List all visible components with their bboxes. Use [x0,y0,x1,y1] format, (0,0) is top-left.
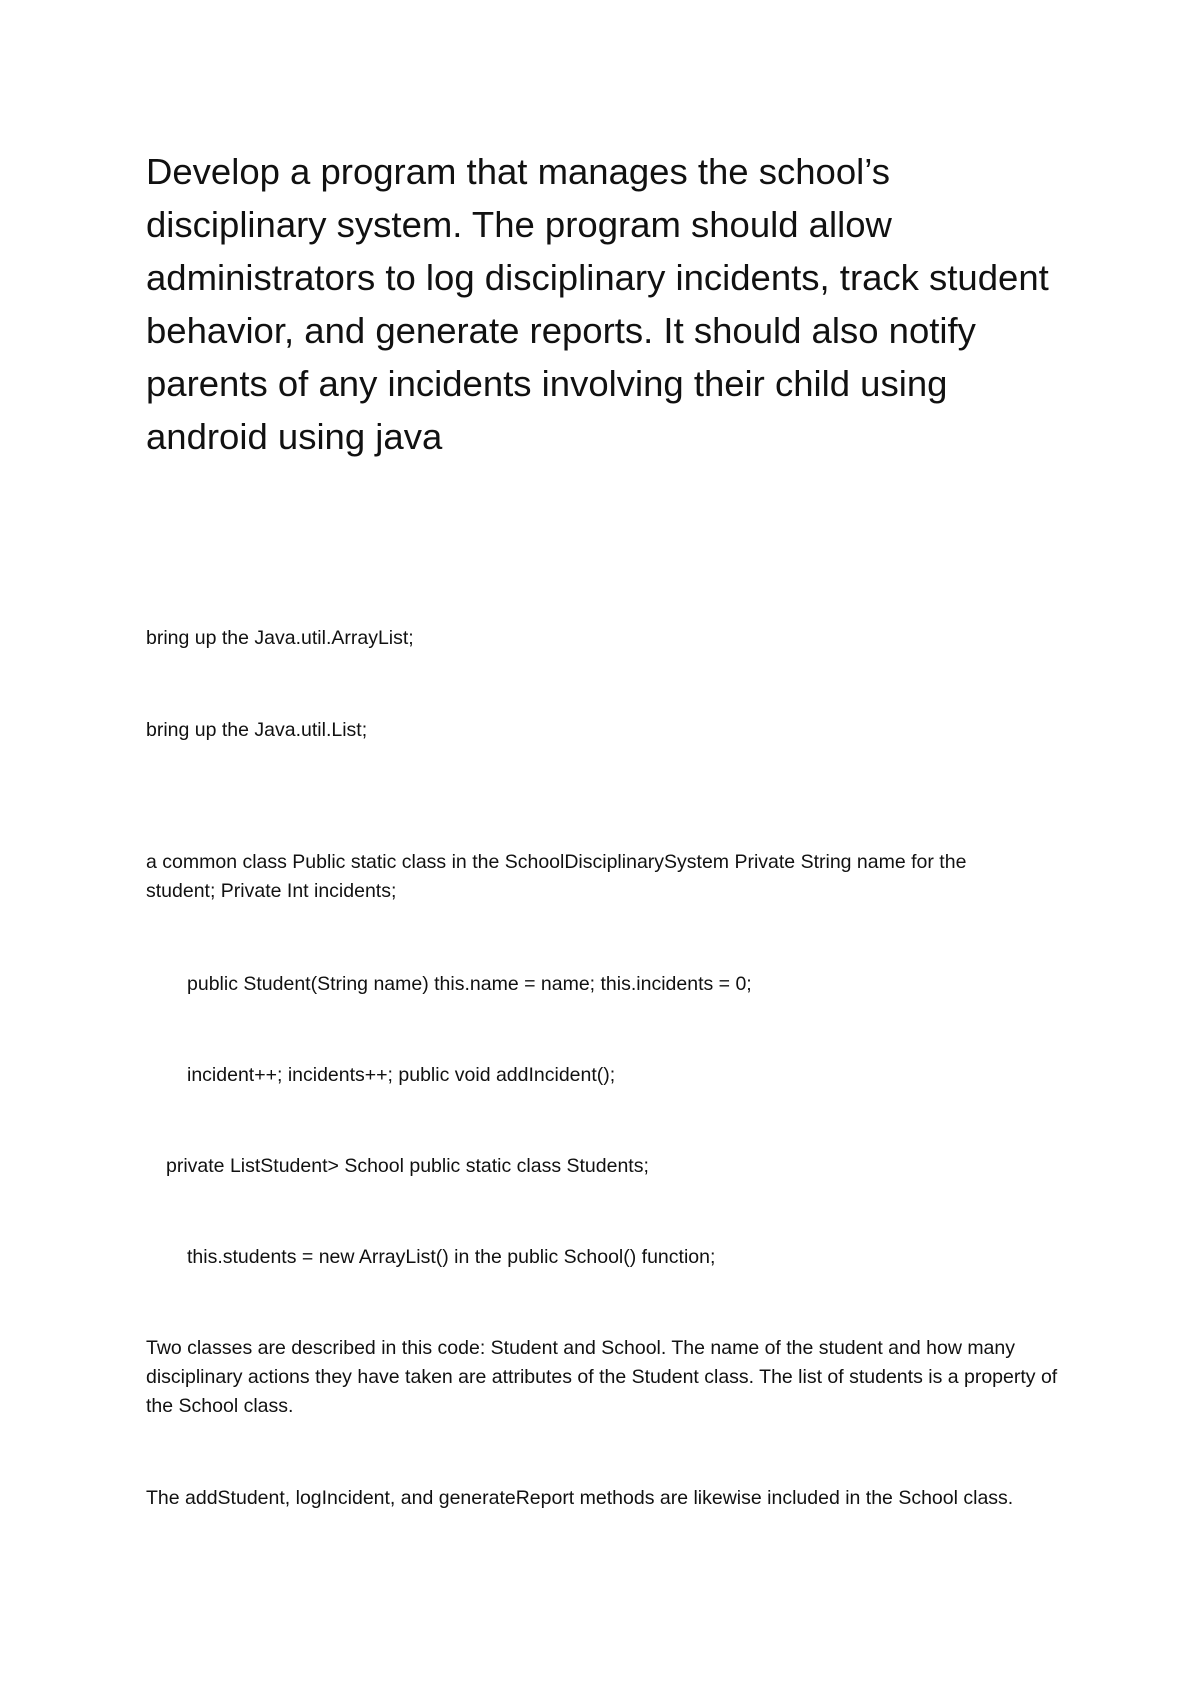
methods-paragraph: The addStudent, logIncident, and generateReport methods are likewise included in the School class. [146,1487,1014,1509]
code-line-student-list: private ListStudent> School public static class Students; [166,1155,649,1177]
explanation-paragraph: Two classes are described in this code: Student and School. The name of the student and how many disciplinary actions they have taken are attributes of the Student class. The list of students is a property of the School class. [146,1337,1058,1417]
code-line-import-arraylist: bring up the Java.util.ArrayList; [146,627,414,649]
code-line-class-declaration: a common class Public static class in the SchoolDisciplinarySystem Private String name for the student; Private Int incidents; [146,851,967,902]
code-line-constructor: public Student(String name) this.name = name; this.incidents = 0; [187,973,752,995]
code-line-add-incident: incident++; incidents++; public void addIncident(); [187,1064,616,1086]
code-line-school-constructor: this.students = new ArrayList() in the public School() function; [187,1246,716,1268]
code-line-import-list: bring up the Java.util.List; [146,719,368,741]
document-heading: Develop a program that manages the school’s disciplinary system. The program should allow administrators to log disciplinary incidents, track student behavior, and generate reports. It should also notify parents of any incidents involving their child using android using java [146,151,1049,457]
